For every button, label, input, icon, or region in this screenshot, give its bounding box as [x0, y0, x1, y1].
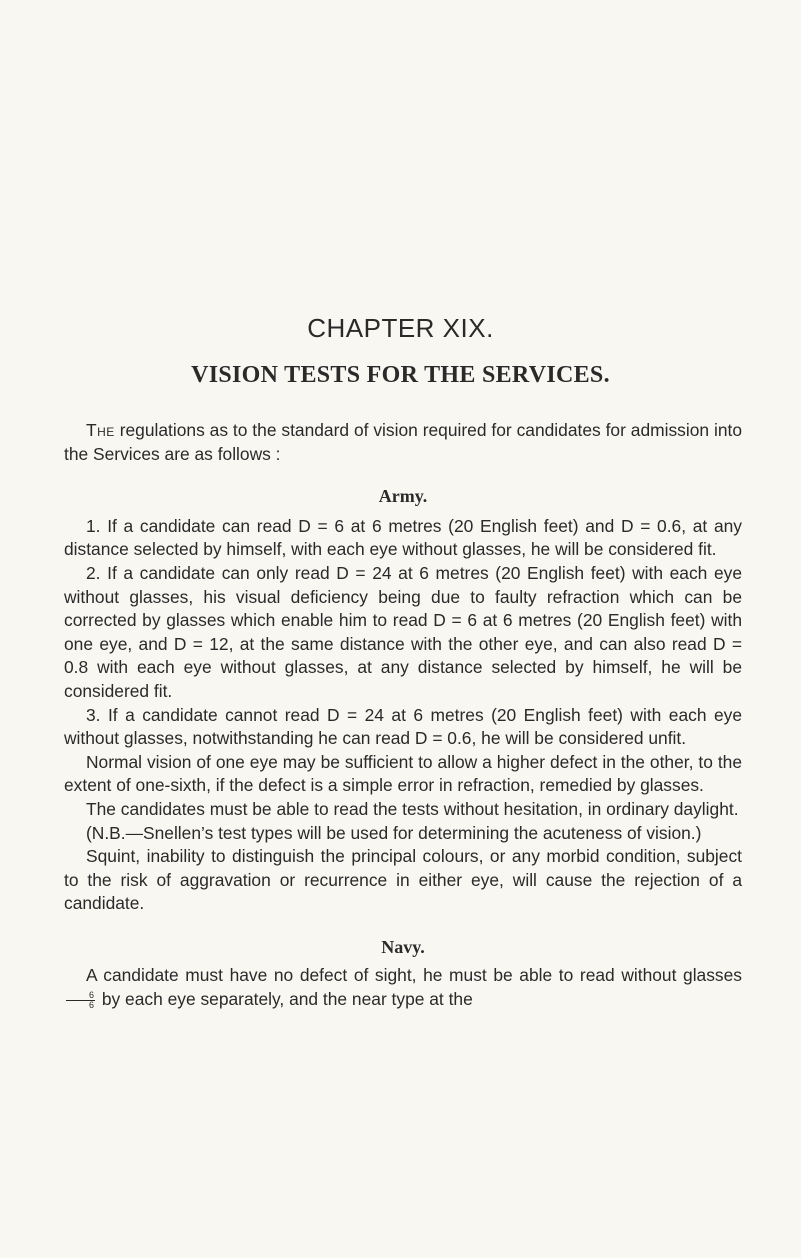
army-daylight-paragraph: The candidates must be able to read the tests without hesitation, in ordinary daylight. [86, 798, 739, 819]
intro-lead-word: The [86, 420, 115, 440]
army-heading: Army. [378, 486, 428, 507]
navy-paragraph [64, 964, 742, 1011]
army-normal-vision-paragraph: Normal vision of one eye may be sufficient to allow a higher defect in the other, to the extent of one-sixth, if the defect is a simple error in refraction, remedied by glasses. [64, 751, 742, 796]
intro-text: regulations as to the standard of vision required for candidates for admission into the Services are as follows : [64, 420, 742, 464]
chapter-heading: CHAPTER XIX. [307, 313, 494, 343]
body-text [64, 419, 742, 1012]
navy-text-before: A candidate must have no defect of sight, he must be able to read without glasses [86, 965, 742, 986]
army-rule-2: 2. If a candidate can only read D = 24 at 6 metres (20 English feet) with each eye without glasses, his visual deficiency being due to faulty refraction which can be corrected by glasses which enable him to read D = 6 at 6 metres (20 English feet) with one eye, and D = 12, at the same distance with the other eye, and can also read D = 0.8 with each eye without glasses, at any distance selected by himself, he will be considered fit. [64, 562, 742, 701]
fraction-denominator: 6 [89, 999, 95, 1010]
fraction-six-sixths [66, 991, 95, 1010]
navy-text-after: by each eye separately, and the near type at the [97, 989, 473, 1010]
army-rule-1: 1. If a candidate can read D = 6 at 6 metres (20 English feet) and D = 0.6, at any distance selected by himself, with each eye without glasses, he will be considered fit. [64, 515, 742, 560]
fraction-numerator: 6 [66, 991, 95, 1001]
army-snellen-note: (N.B.—Snellen’s test types will be used for determining the acuteness of vision.) [86, 822, 702, 843]
army-rejection-paragraph: Squint, inability to distinguish the principal colours, or any morbid condition, subject to the risk of aggravation or recurrence in either eye, will cause the rejection of a candidate. [64, 846, 742, 914]
intro-paragraph [64, 419, 742, 466]
section-title: VISION TESTS FOR THE SERVICES. [191, 362, 610, 388]
navy-heading: Navy. [381, 936, 425, 957]
army-rule-3: 3. If a candidate cannot read D = 24 at 6 metres (20 English feet) with each eye without glasses, notwithstanding he can read D = 0.6, he will be considered unfit. [64, 704, 742, 749]
